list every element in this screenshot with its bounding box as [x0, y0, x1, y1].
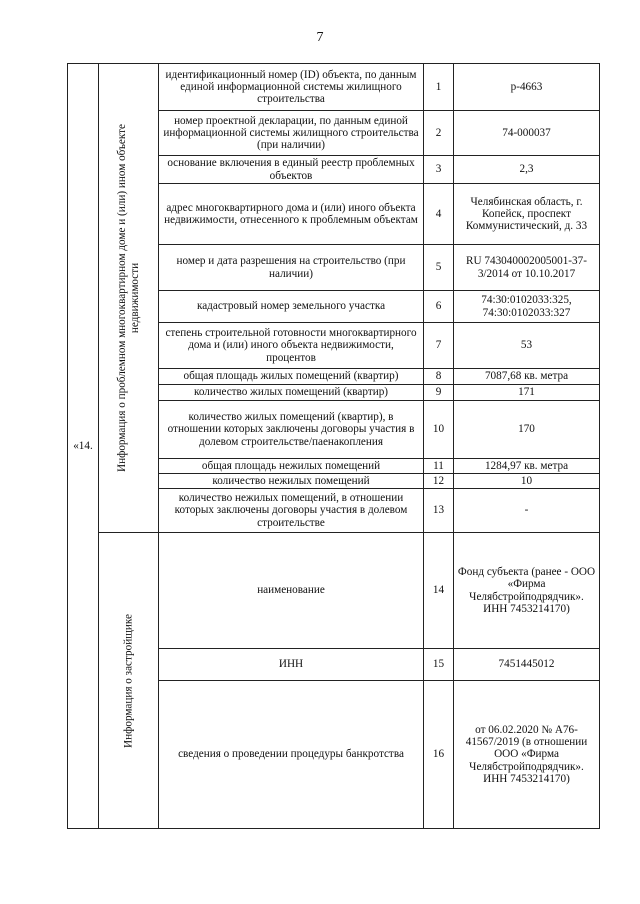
field-label: номер проектной декларации, по данным единой информационной системы жилищного строительства (при наличии)	[159, 111, 424, 156]
field-label: наименование	[159, 533, 424, 649]
section-title-line: Информация о застройщике	[122, 613, 134, 748]
field-label: количество жилых помещений (квартир), в отношении которых заключены договоры участия в долевом строительстве/паенакопления	[159, 401, 424, 459]
field-number: 10	[424, 401, 454, 459]
field-number: 5	[424, 245, 454, 291]
field-value: -	[454, 489, 600, 533]
field-label: степень строительной готовности многоквартирного дома и (или) иного объекта недвижимости, процентов	[159, 323, 424, 369]
field-number: 1	[424, 64, 454, 111]
field-number: 13	[424, 489, 454, 533]
field-value: Челябинская область, г. Копейск, проспект Коммунистический, д. 33	[454, 184, 600, 245]
field-value: 170	[454, 401, 600, 459]
field-label: количество нежилых помещений, в отношении которых заключены договоры участия в долевом строительстве	[159, 489, 424, 533]
field-value: 7451445012	[454, 649, 600, 681]
field-value: Фонд субъекта (ранее - ООО «Фирма Челябстройподрядчик». ИНН 7453214170)	[454, 533, 600, 649]
section-title-line: недвижимости	[128, 262, 141, 334]
field-value: 2,3	[454, 156, 600, 184]
field-value: 10	[454, 474, 600, 489]
field-number: 15	[424, 649, 454, 681]
field-label: общая площадь жилых помещений (квартир)	[159, 369, 424, 385]
field-number: 4	[424, 184, 454, 245]
field-label: ИНН	[159, 649, 424, 681]
section-problem-object-title	[99, 64, 159, 533]
field-value: RU 743040002005001-37-3/2014 от 10.10.2017	[454, 245, 600, 291]
section-developer-title	[99, 533, 159, 829]
field-value: 53	[454, 323, 600, 369]
field-number: 3	[424, 156, 454, 184]
page-number: 7	[316, 30, 324, 45]
field-value: 74-000037	[454, 111, 600, 156]
field-label: номер и дата разрешения на строительство (при наличии)	[159, 245, 424, 291]
field-number: 12	[424, 474, 454, 489]
field-number: 16	[424, 681, 454, 829]
field-number: 6	[424, 291, 454, 323]
field-number: 7	[424, 323, 454, 369]
field-number: 9	[424, 385, 454, 401]
field-number: 14	[424, 533, 454, 649]
field-value: 1284,97 кв. метра	[454, 459, 600, 474]
table-row	[68, 64, 600, 111]
field-label: идентификационный номер (ID) объекта, по данным единой информационной системы жилищного строительства	[159, 64, 424, 111]
field-label: общая площадь нежилых помещений	[159, 459, 424, 474]
field-number: 11	[424, 459, 454, 474]
section-title-line: Информация о проблемном многоквартирном доме и (или) ином объекте	[115, 124, 128, 472]
field-value: р-4663	[454, 64, 600, 111]
problem-object-table	[67, 63, 600, 829]
field-value: 171	[454, 385, 600, 401]
field-value: 7087,68 кв. метра	[454, 369, 600, 385]
field-label: сведения о проведении процедуры банкротства	[159, 681, 424, 829]
field-label: количество нежилых помещений	[159, 474, 424, 489]
table-row	[68, 533, 600, 649]
field-label: адрес многоквартирного дома и (или) иного объекта недвижимости, отнесенного к проблемным объектам	[159, 184, 424, 245]
field-label: количество жилых помещений (квартир)	[159, 385, 424, 401]
field-label: кадастровый номер земельного участка	[159, 291, 424, 323]
field-label: основание включения в единый реестр проблемных объектов	[159, 156, 424, 184]
field-number: 8	[424, 369, 454, 385]
field-number: 2	[424, 111, 454, 156]
row-number-label: «14.	[68, 64, 99, 829]
field-value: от 06.02.2020 № А76-41567/2019 (в отношении ООО «Фирма Челябстройподрядчик». ИНН 7453214170)	[454, 681, 600, 829]
field-value: 74:30:0102033:325, 74:30:0102033:327	[454, 291, 600, 323]
